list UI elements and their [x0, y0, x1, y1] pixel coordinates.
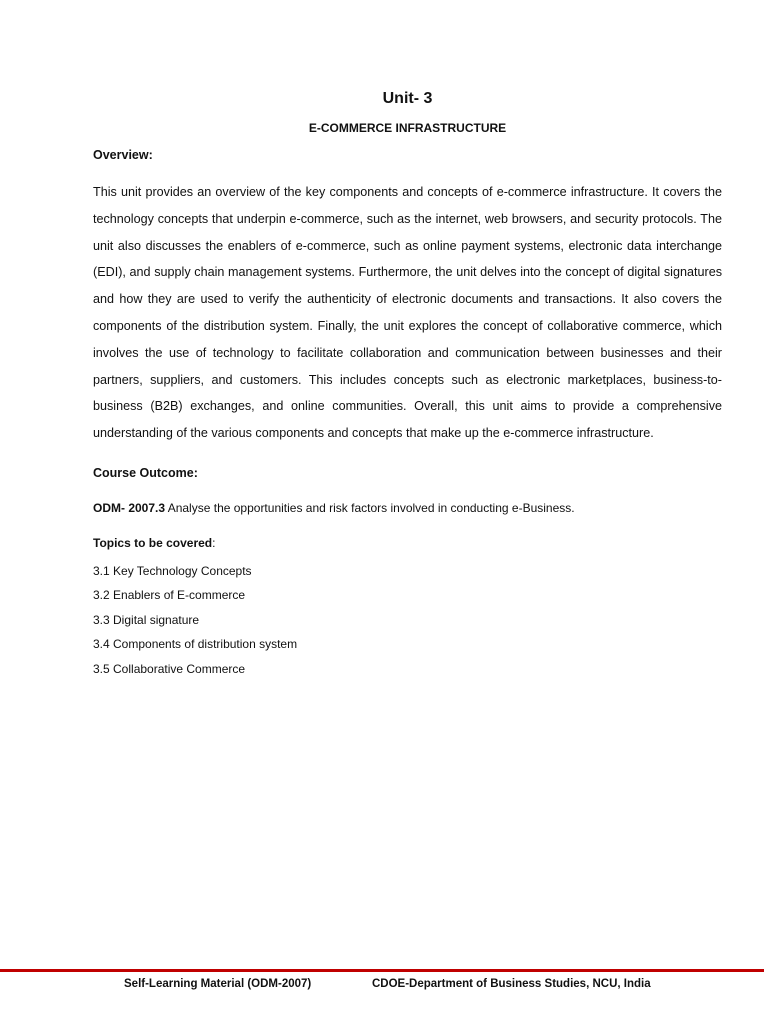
outcome-text: Analyse the opportunities and risk factors involved in conducting e-Business.: [167, 500, 575, 515]
overview-heading: Overview:: [93, 148, 153, 162]
unit-title: Unit- 3: [382, 90, 433, 107]
course-outcome-heading: Course Outcome:: [93, 465, 198, 480]
page-content: [93, 88, 722, 681]
topic-item: 3.2 Enablers of E-commerce: [93, 588, 246, 603]
topics-heading: [93, 535, 722, 551]
footer-right-text: CDOE-Department of Business Studies, NCU, India: [372, 978, 651, 990]
footer: [0, 976, 768, 992]
topic-list: [93, 559, 722, 682]
topics-heading-label: Topics to be covered: [93, 535, 213, 550]
outcome-code: ODM- 2007.3: [93, 500, 166, 515]
topic-item: 3.1 Key Technology Concepts: [93, 563, 252, 578]
overview-paragraph: This unit provides an overview of the key components and concepts of e-commerce infrastructure. It covers the technology concepts that underpin e-commerce, such as the internet, web browsers, and security protocols. The unit also discusses the enablers of e-commerce, such as online payment systems, electronic data interchange (EDI), and supply chain management systems. Furthermore, the unit delves into the concept of digital signatures and how they are used to verify the authenticity of electronic documents and transactions. It also covers the components of the distribution system. Finally, the unit explores the concept of collaborative commerce, which involves the use of technology to facilitate collaboration and communication between businesses and their partners, suppliers, and customers. This includes concepts such as electronic marketplaces, business-to-business (B2B) exchanges, and online communities. Overall, this unit aims to provide a comprehensive understanding of the various components and concepts that make up the e-commerce infrastructure.: [93, 185, 722, 441]
topic-item: 3.5 Collaborative Commerce: [93, 661, 246, 676]
topic-item: 3.3 Digital signature: [93, 612, 200, 627]
course-outcome-line: [93, 500, 722, 516]
topic-item: 3.4 Components of distribution system: [93, 637, 298, 652]
unit-subtitle: E-COMMERCE INFRASTRUCTURE: [308, 121, 507, 135]
topics-heading-colon: :: [212, 535, 216, 550]
footer-left-text: Self-Learning Material (ODM-2007): [124, 978, 312, 990]
footer-rule: [0, 969, 764, 972]
